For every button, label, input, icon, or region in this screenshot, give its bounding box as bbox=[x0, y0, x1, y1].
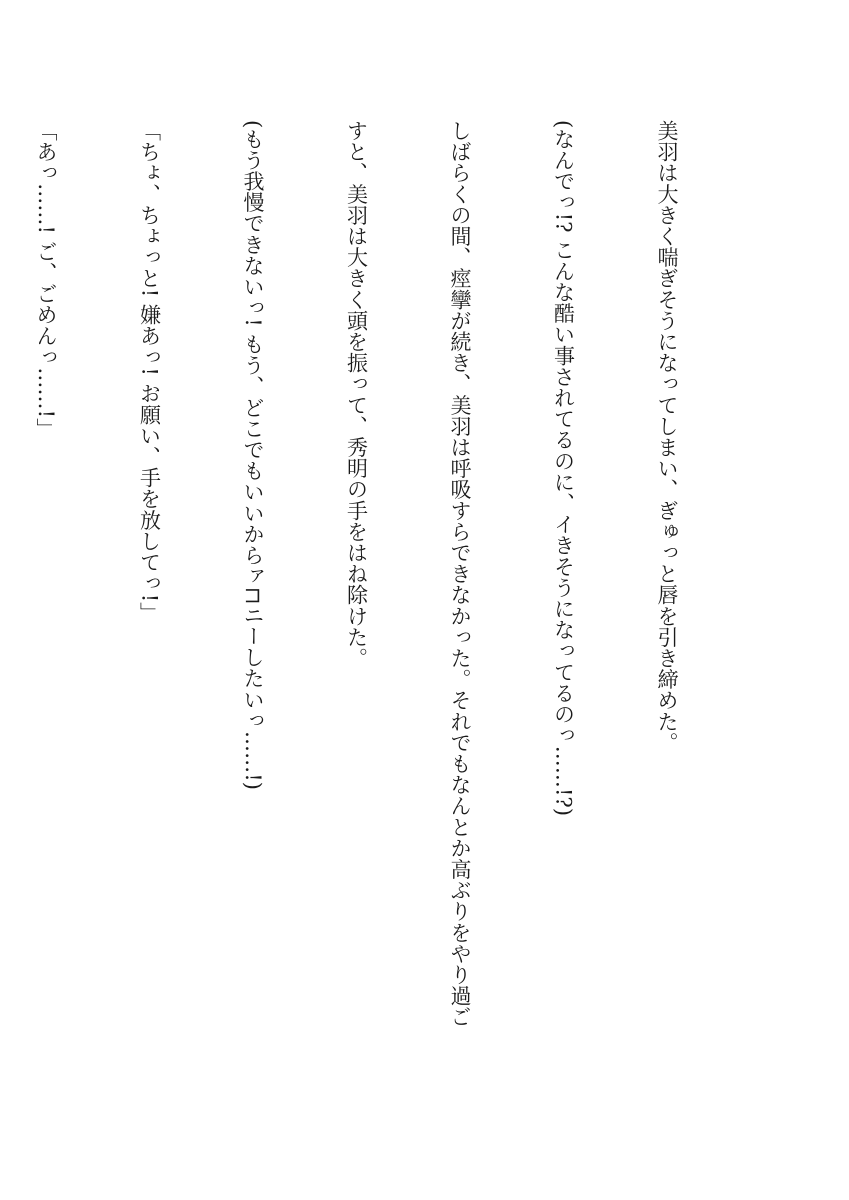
text-line: 「あっ……! ご、ごめんっ……!」 bbox=[34, 120, 58, 440]
text-line: (もう我慢できないっ! もう、どこでもいいからァ⊓ニーしたいっ……!) bbox=[241, 120, 265, 791]
text-line: (なんでっ!? こんな酷い事されてるのに、イきそうになってるのっ……!?) bbox=[551, 120, 576, 817]
text-line: 美羽は大きく喘ぎそうになってしまい、ぎゅっと唇を引き締めた。 bbox=[655, 120, 679, 753]
text-line: すと、美羽は大きく頭を振って、秀明の手をはね除けた。 bbox=[344, 120, 369, 669]
text-line: 「ちょ、ちょっと! 嫌あっ! お願い、手を放してっ!」 bbox=[137, 120, 162, 624]
vertical-text-body bbox=[34, 120, 753, 1100]
text-line: しばらくの間、痙攣が続き、美羽は呼吸すらできなかった。それでもなんとか高ぶりをやり過ご bbox=[448, 120, 472, 1028]
